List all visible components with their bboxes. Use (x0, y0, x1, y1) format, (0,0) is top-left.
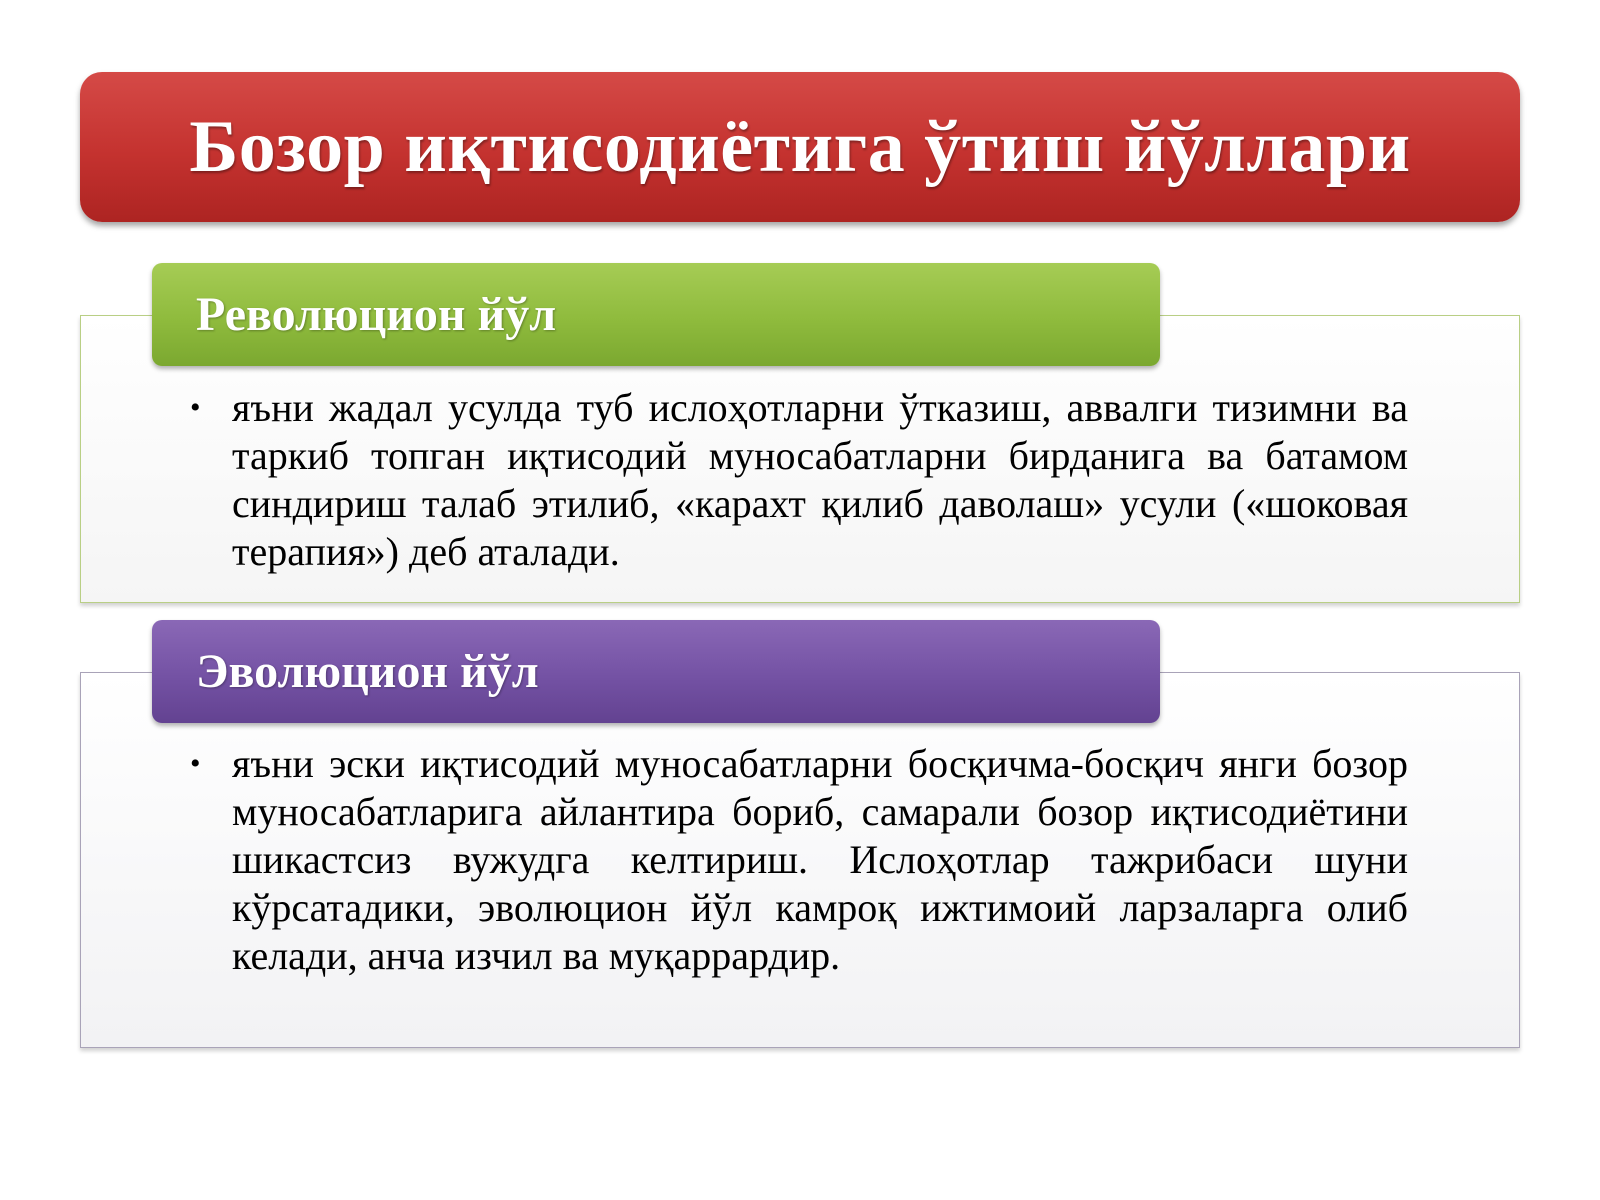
bullet-icon: • (190, 747, 201, 780)
title-banner (80, 72, 1520, 222)
section-header-revolutionary (152, 263, 1160, 366)
bullet-item-revolutionary (190, 384, 1408, 576)
section-text: яъни эски иқтисодий муносабатларни босқичма-босқич янги бозор муносабатларига айлантира бориб, самарали бозор иқтисодиётини шикастсиз вужудга келтириш. Ислоҳотлар тажрибаси шуни кўрсатадики, эволюцион йўл камроқ ижтимоий ларзаларга олиб келади, анча изчил ва муқаррардир. (232, 741, 1408, 978)
section-text: яъни жадал усулда туб ислоҳотларни ўтказиш, аввалги тизимни ва таркиб топган иқтисодий муносабатларни бирданига ва батамом синдириш талаб этилиб, «карахт қилиб даволаш» усули («шоковая терапия») деб аталади. (232, 385, 1408, 574)
bullet-item-evolutionary (190, 740, 1408, 980)
bullet-icon: • (190, 391, 201, 424)
section-heading: Революцион йўл (196, 288, 557, 341)
section-header-evolutionary (152, 620, 1160, 723)
section-heading: Эволюцион йўл (196, 645, 539, 698)
slide-title: Бозор иқтисодиётига ўтиш йўллари (189, 105, 1411, 188)
